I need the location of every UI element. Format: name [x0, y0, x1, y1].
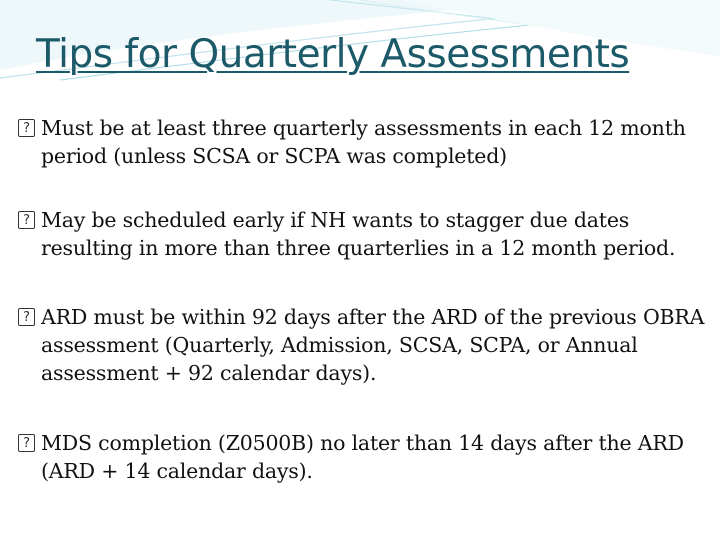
list-item: [18, 114, 708, 170]
bullet-glyph-icon: [18, 434, 35, 452]
list-item-text: May be scheduled early if NH wants to stagger due dates resulting in more than three quarterlies in a 12 month period.: [41, 208, 676, 260]
list-item: [18, 303, 708, 387]
bullet-glyph-icon: [18, 119, 35, 137]
list-item-text: MDS completion (Z0500B) no later than 14 days after the ARD (ARD + 14 calendar days).: [41, 431, 684, 483]
list-item-text: ARD must be within 92 days after the ARD of the previous OBRA assessment (Quarterly, Admission, SCSA, SCPA, or Annual assessment + 92 calendar days).: [41, 305, 705, 385]
slide-title: Tips for Quarterly Assessments: [36, 32, 630, 77]
list-item: [18, 429, 708, 485]
list-item-text: Must be at least three quarterly assessments in each 12 month period (unless SCSA or SCPA was completed): [41, 116, 686, 168]
bullet-list: [18, 114, 708, 485]
list-item: [18, 206, 708, 262]
bullet-glyph-icon: [18, 308, 35, 326]
bullet-glyph-icon: [18, 211, 35, 229]
